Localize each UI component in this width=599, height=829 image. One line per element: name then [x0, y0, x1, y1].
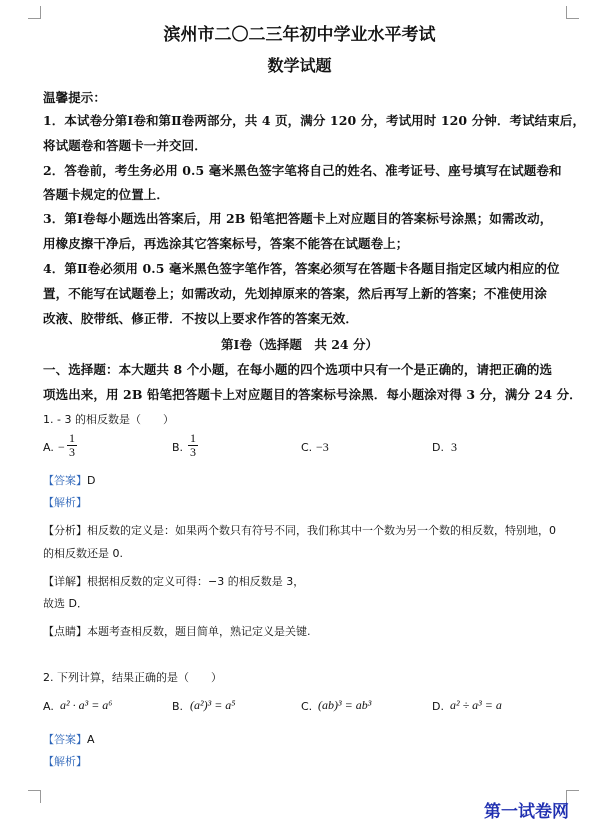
site-watermark: 第一试卷网 — [484, 802, 569, 822]
crop-mark-bottom-left — [28, 790, 41, 803]
dianjing-text: 本题考查相反数，题目简单，熟记定义是关键. — [87, 625, 311, 638]
answer-tag: 【答案】 — [43, 474, 87, 487]
q1-xiangjie — [43, 570, 304, 589]
answer-value: D — [87, 474, 96, 487]
q2-option-d-label: D. — [432, 700, 444, 713]
notice-line: 2．答卷前，考生务必用 0.5 毫米黑色签字笔将自己的姓名、准考证号、座号填写在试题卷和 — [43, 163, 562, 178]
fraction-numerator: 1 — [190, 431, 196, 445]
q1-option-a-fraction — [66, 432, 78, 459]
q1-option-c-label: C. — [301, 441, 313, 454]
answer-tag: 【答案】 — [43, 733, 87, 746]
q2-analysis-tag: 【解析】 — [43, 755, 87, 768]
crop-mark-top-right — [566, 6, 579, 19]
xiangjie-tag: 【详解】 — [43, 575, 87, 588]
notice-line: 用橡皮擦干净后，再选涂其它答案标号，答案不能答在试题卷上； — [43, 236, 409, 251]
dianjing-tag: 【点睛】 — [43, 625, 87, 638]
question-2-stem: 2. 下列计算，结果正确的是（ ） — [43, 671, 222, 684]
q1-option-b-fraction — [187, 432, 199, 459]
exam-subtitle: 数学试题 — [267, 56, 332, 75]
q2-option-d-expr: a² ÷ a³ = a — [450, 698, 502, 712]
notice-line: 1．本试卷分第Ⅰ卷和第Ⅱ卷两部分，共 4 页，满分 120 分，考试用时 120 分钟．考试结束后， — [43, 113, 586, 128]
q1-dianjing — [43, 620, 311, 639]
fraction-numerator: 1 — [69, 431, 75, 445]
section-intro-line: 项选出来，用 2B 铅笔把答题卡上对应题目的答案标号涂黑．每小题涂对得 3 分，满分 24 分． — [43, 387, 582, 402]
crop-mark-top-left — [28, 6, 41, 19]
notice-line: 3．第Ⅰ卷每小题选出答案后，用 2B 铅笔把答题卡上对应题目的答案标号涂黑；如需改动， — [43, 211, 553, 226]
q1-option-d-label: D. — [432, 441, 444, 454]
q1-option-a-label: A. — [43, 441, 54, 454]
q2-option-c-expr: (ab)³ = ab³ — [318, 698, 372, 712]
q2-option-b-expr: (a²)³ = a⁵ — [190, 698, 236, 712]
q2-answer — [43, 728, 95, 747]
exam-title: 滨州市二〇二三年初中学业水平考试 — [163, 25, 436, 45]
fraction-denominator: 3 — [190, 445, 196, 459]
q2-option-c-label: C. — [301, 700, 313, 713]
q1-conclusion: 故选 D． — [43, 597, 88, 610]
answer-value: A — [87, 733, 95, 746]
q1-analysis-tag: 【解析】 — [43, 496, 87, 509]
section-title: 第Ⅰ卷（选择题 共 24 分） — [221, 337, 378, 352]
notice-line: 4．第Ⅱ卷必须用 0.5 毫米黑色签字笔作答，答案必须写在答题卡各题目指定区域内相应的位 — [43, 261, 560, 276]
q2-option-a-expr: a² · a³ = a⁶ — [60, 698, 113, 712]
question-1-stem: 1. - 3 的相反数是（ ） — [43, 413, 174, 426]
q1-option-b-label: B. — [172, 441, 184, 454]
fenxi-text: 相反数的定义是：如果两个数只有符号不同，我们称其中一个数为另一个数的相反数，特别地，0 — [87, 524, 556, 537]
q2-option-a-label: A. — [43, 700, 54, 713]
q2-option-b-label: B. — [172, 700, 184, 713]
fenxi-tag: 【分析】 — [43, 524, 87, 537]
notice-line: 答题卡规定的位置上． — [43, 187, 170, 202]
q1-fenxi — [43, 519, 556, 538]
section-intro-line: 一、选择题：本大题共 8 个小题，在每小题的四个选项中只有一个是正确的，请把正确的选 — [43, 362, 553, 377]
xiangjie-text: 根据相反数的定义可得：−3 的相反数是 3， — [87, 575, 305, 588]
notice-line: 将试题卷和答题卡一并交回． — [43, 138, 207, 153]
q1-answer — [43, 469, 95, 488]
q1-option-d-value: 3 — [451, 440, 457, 454]
fraction-denominator: 3 — [69, 445, 75, 459]
notice-line: 置，不能写在试题卷上；如需改动，先划掉原来的答案，然后再写上新的答案；不准使用涂 — [43, 286, 548, 301]
q1-option-a-sign: − — [58, 440, 65, 454]
q1-fenxi-cont: 的相反数还是 0. — [43, 547, 123, 560]
q1-option-c-value: −3 — [316, 440, 329, 454]
notice-line: 改液、胶带纸、修正带．不按以上要求作答的答案无效． — [43, 311, 359, 326]
notice-heading: 温馨提示： — [43, 90, 107, 105]
